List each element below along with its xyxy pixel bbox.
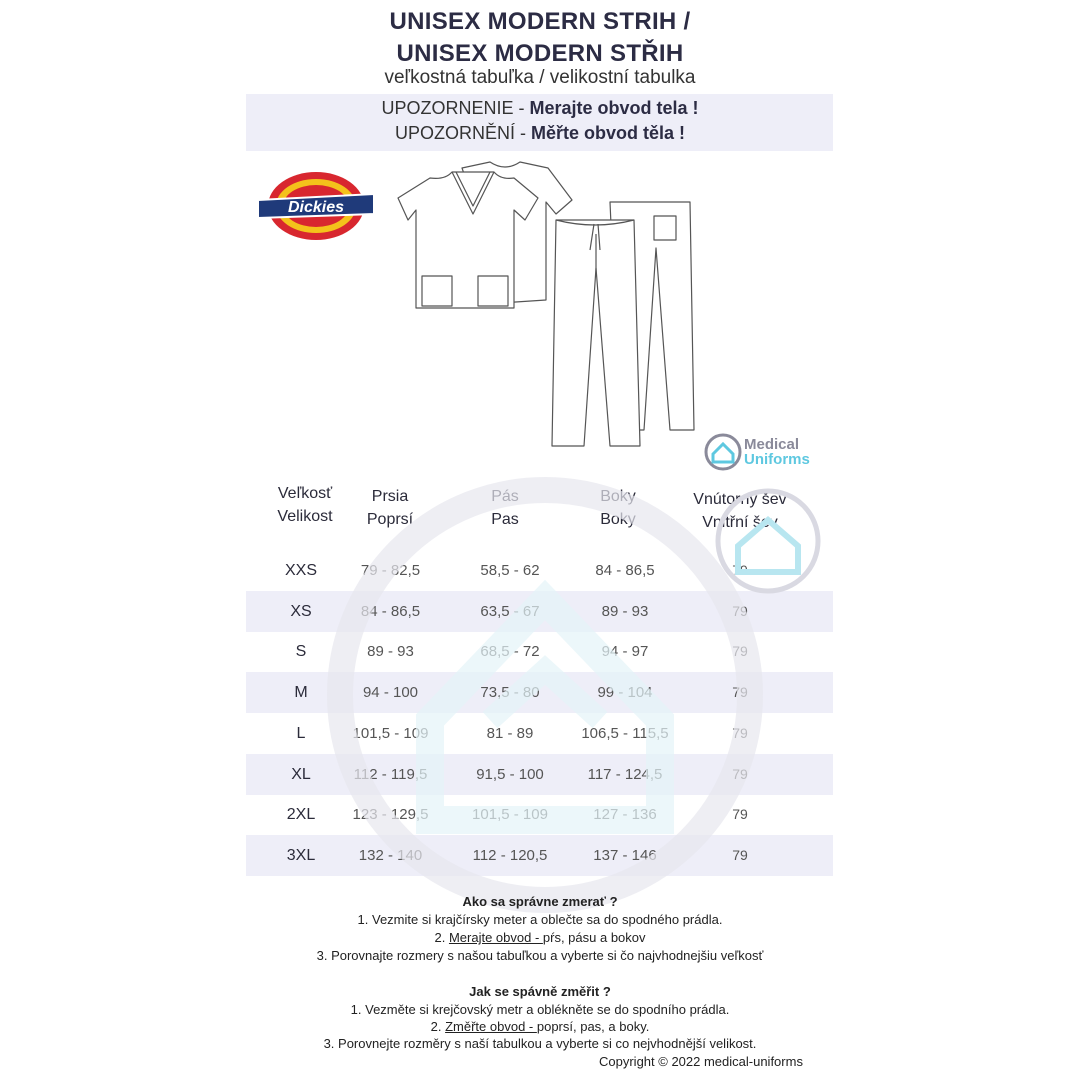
size-cell: L bbox=[296, 724, 306, 742]
waist-cell: 63,5 - 67 bbox=[480, 602, 540, 620]
size-cell: M bbox=[294, 684, 308, 702]
col-header-inseam bbox=[675, 488, 805, 534]
table-row bbox=[246, 591, 833, 632]
hips-cell: 106,5 - 115,5 bbox=[581, 724, 669, 742]
notice-cz-prefix: UPOZORNĚNÍ - bbox=[394, 123, 531, 143]
inseam-cell: 79 bbox=[732, 684, 748, 701]
howto-cz-step-2-rest: poprsí, pas, a boky. bbox=[536, 1019, 650, 1034]
chest-cell: 79 - 82,5 bbox=[360, 562, 421, 579]
size-cell: XS bbox=[290, 602, 312, 620]
inseam-cell: 79 bbox=[732, 765, 748, 782]
howto-cz-step-2-underline: Změřte obvod - bbox=[445, 1019, 537, 1034]
inseam-cell: 79 bbox=[732, 562, 748, 578]
table-row bbox=[246, 672, 833, 713]
col-header-waist-sk: Pás bbox=[491, 488, 519, 505]
hips-cell: 84 - 86,5 bbox=[595, 562, 655, 579]
inseam-cell: 79 bbox=[732, 846, 748, 863]
howto-cz-step-1: 1. Vezměte si krejčovský metr a oblékněte se do spodního prádla. bbox=[350, 1002, 730, 1017]
howto-sk-step-2-rest: pŕs, pásu a bokov bbox=[542, 930, 646, 945]
table-row bbox=[246, 631, 833, 672]
chest-cell: 132 - 140 bbox=[358, 846, 423, 864]
copyright: Copyright © 2022 medical-uniforms bbox=[599, 1054, 803, 1069]
medical-uniforms-word-medical: Medical bbox=[744, 436, 800, 453]
page-title-line-1: UNISEX MODERN STRIH / bbox=[389, 8, 691, 35]
size-cell: XXS bbox=[284, 562, 317, 579]
col-header-chest bbox=[345, 485, 435, 531]
howto-sk-step-3: 3. Porovnajte rozmery s našou tabuľkou a vyberte si čo najvhodnejšiu veľkosť bbox=[316, 948, 764, 963]
page-title-line-2: UNISEX MODERN STŘIH bbox=[396, 40, 684, 67]
waist-cell: 73,5 - 80 bbox=[480, 684, 540, 702]
hips-cell: 117 - 124,5 bbox=[587, 765, 663, 783]
inseam-cell: 79 bbox=[732, 602, 748, 619]
howto-cz-step-2 bbox=[0, 1019, 1080, 1034]
table-row bbox=[246, 794, 833, 835]
size-cell: 2XL bbox=[286, 806, 316, 824]
waist-cell: 101,5 - 109 bbox=[472, 806, 548, 824]
size-cell: XL bbox=[291, 765, 311, 783]
col-header-inseam-sk: Vnútorný šev bbox=[693, 491, 787, 508]
hips-cell: 94 - 97 bbox=[601, 643, 649, 661]
col-header-size-cz: Velikost bbox=[277, 508, 333, 525]
table-row bbox=[246, 713, 833, 754]
size-cell: S bbox=[295, 643, 307, 661]
waist-cell: 58,5 - 62 bbox=[480, 562, 540, 579]
waist-cell: 112 - 120,5 bbox=[472, 846, 548, 864]
howto-sk-step-2 bbox=[0, 930, 1080, 945]
chest-cell: 101,5 - 109 bbox=[352, 724, 429, 742]
page-subtitle: veľkostná tabuľka / velikostní tabulka bbox=[384, 67, 696, 88]
chest-cell: 94 - 100 bbox=[362, 684, 419, 702]
howto-cz-step-3: 3. Porovnejte rozměry s naší tabulkou a vyberte si co nejvhodnější velikost. bbox=[323, 1036, 757, 1051]
chest-cell: 112 - 119,5 bbox=[353, 765, 428, 783]
howto-sk-step-1: 1. Vezmite si krajčírsky meter a oblečte sa do spodného prádla. bbox=[357, 912, 723, 927]
col-header-chest-sk: Prsia bbox=[371, 488, 409, 505]
notice-cz-bold: Měřte obvod těla ! bbox=[530, 123, 686, 143]
col-header-waist bbox=[460, 485, 550, 531]
col-header-hips bbox=[573, 485, 663, 531]
col-header-size bbox=[260, 482, 350, 528]
notice-sk-prefix: UPOZORNENIE - bbox=[381, 98, 530, 118]
col-header-chest-cz: Poprsí bbox=[366, 511, 414, 528]
col-header-inseam-cz: Vnitřní šev bbox=[702, 514, 778, 531]
table-row bbox=[246, 835, 833, 876]
waist-cell: 81 - 89 bbox=[486, 724, 534, 742]
chest-cell: 123 - 129,5 bbox=[352, 806, 429, 824]
inseam-cell: 79 bbox=[732, 724, 748, 741]
howto-sk-title: Ako sa správne zmerať ? bbox=[462, 894, 618, 909]
waist-cell: 68,5 - 72 bbox=[480, 643, 540, 661]
chest-cell: 84 - 86,5 bbox=[360, 602, 421, 620]
dickies-logo bbox=[254, 170, 378, 242]
col-header-hips-cz: Boky bbox=[600, 511, 636, 528]
inseam-cell: 79 bbox=[732, 806, 748, 823]
howto-cz-step-2-prefix: 2. bbox=[430, 1019, 446, 1034]
table-row bbox=[246, 754, 833, 795]
notice-sk-bold: Merajte obvod tela ! bbox=[529, 98, 699, 118]
notice-cz bbox=[0, 123, 1080, 144]
howto-cz-title: Jak se spávně změřit ? bbox=[469, 984, 611, 999]
notice-sk bbox=[0, 98, 1080, 119]
hips-cell: 89 - 93 bbox=[601, 602, 649, 620]
howto-sk-step-2-prefix: 2. bbox=[434, 930, 449, 945]
col-header-waist-cz: Pas bbox=[491, 511, 519, 528]
waist-cell: 91,5 - 100 bbox=[476, 765, 544, 783]
medical-uniforms-word-uniforms: Uniforms bbox=[744, 451, 810, 468]
scrub-garments-illustration bbox=[390, 158, 720, 458]
howto-sk-step-2-underline: Merajte obvod - bbox=[448, 930, 543, 945]
inseam-cell: 79 bbox=[732, 643, 748, 660]
chest-cell: 89 - 93 bbox=[367, 643, 414, 661]
hips-cell: 137 - 146 bbox=[593, 846, 657, 864]
table-row bbox=[246, 550, 833, 591]
col-header-hips-sk: Boky bbox=[600, 488, 636, 505]
hips-cell: 99 - 104 bbox=[597, 684, 653, 702]
hips-cell: 127 - 136 bbox=[593, 806, 657, 824]
dickies-logo-text: Dickies bbox=[287, 199, 345, 216]
size-cell: 3XL bbox=[286, 846, 316, 864]
col-header-size-sk: Veľkosť bbox=[277, 485, 333, 502]
